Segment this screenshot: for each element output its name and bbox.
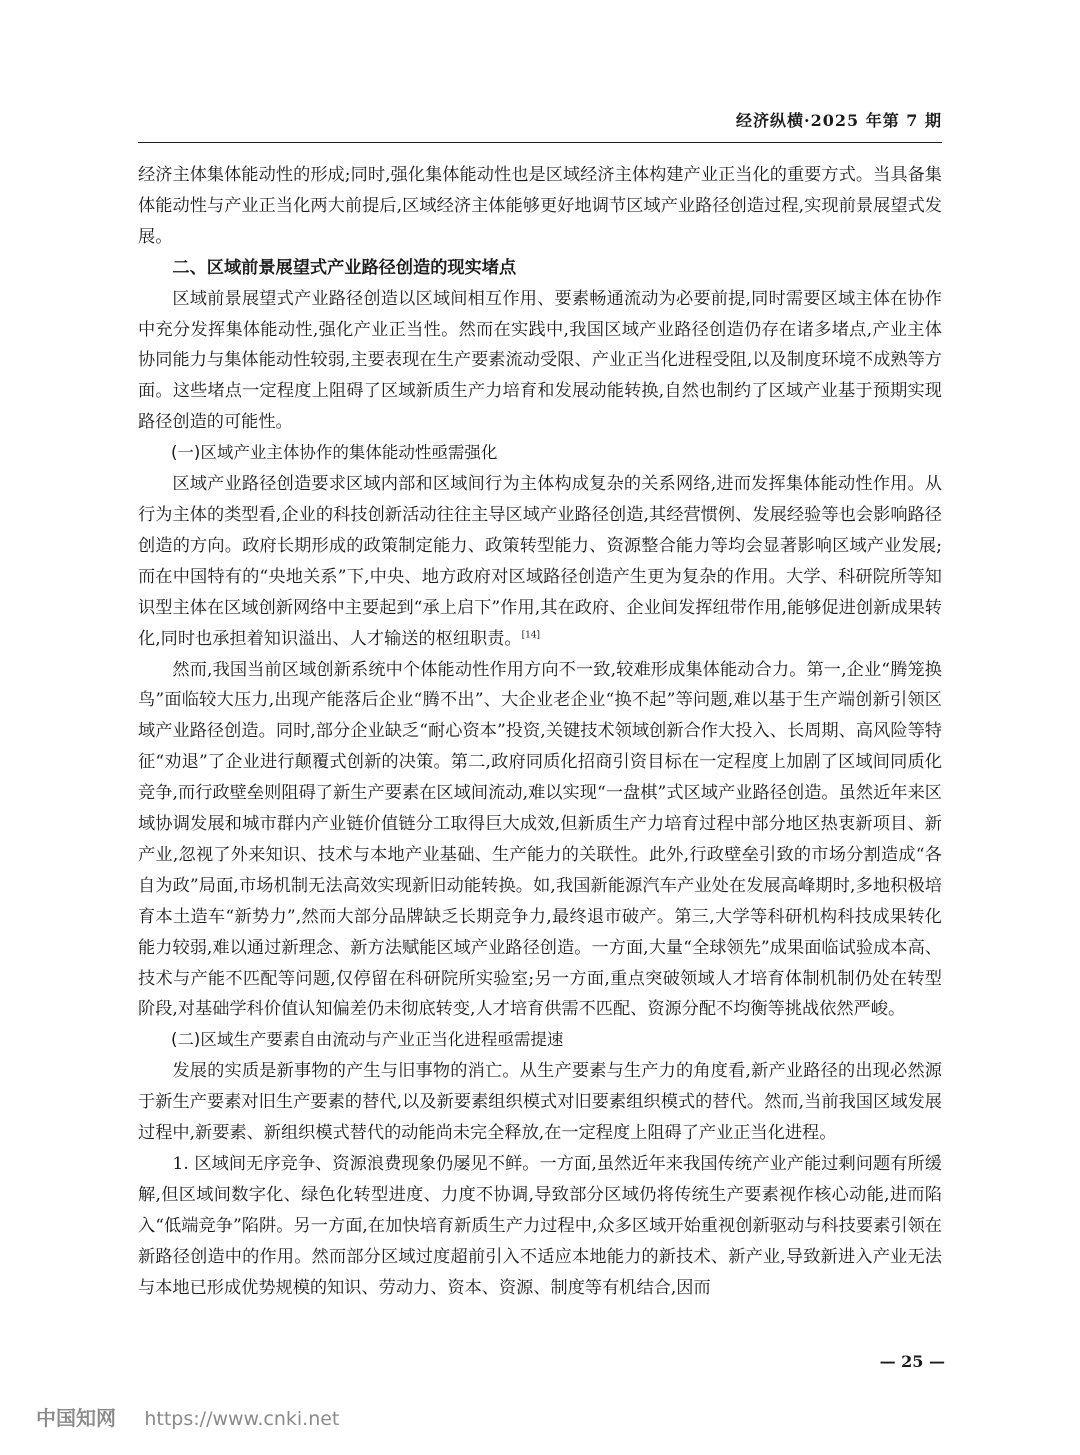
subsection-heading: (二)区域生产要素自由流动与产业正当化进程亟需提速 — [171, 1030, 564, 1050]
paragraph: 然而,我国当前区域创新系统中个体能动性作用方向不一致,较难形成集体能动合力。第一,企业“腾笼换鸟”面临较大压力,出现产能落后企业“腾不出”、大企业老企业“换不起”等问题,难以基于生产端创新引领区域产业路径创造。同时,部分企业缺乏“耐心资本”投资,关键技术领域创新合作大投入、长周期、高风险等特征“劝退”了企业进行颠覆式创新的决策。第二,政府同质化招商引资目标在一定程度上加剧了区域间同质化竞争,而行政壁垒则阻碍了新生产要素在区域间流动,难以实现“一盘棋”式区域产业路径创造。虽然近年来区域协调发展和城市群内产业链价值链分工取得巨大成效,但新质生产力培育过程中部分地区热衷新项目、新产业,忽视了外来知识、技术与本地产业基础、生产能力的关联性。此外,行政壁垒引致的市场分割造成“各自为政”局面,市场机制无法高效实现新旧动能转换。如,我国新能源汽车产业处在发展高峰期时,多地积极培育本土造车“新势力”,然而大部分品牌缺乏长期竞争力,最终退市破产。第三,大学等科研机构科技成果转化能力较弱,难以通过新理念、新方法赋能区域产业路径创造。一方面,大量“全球领先”成果面临试验成本高、技术与产能不匹配等问题,仅停留在科研院所实验室;另一方面,重点突破领域人才培育体制机制仍处在转型阶段,对基础学科价值认知偏差仍未彻底转变,人才培育供需不匹配、资源分配不均衡等挑战依然严峻。 — [138, 659, 942, 1020]
article-body — [138, 160, 942, 1304]
paragraph: 发展的实质是新事物的产生与旧事物的消亡。从生产要素与生产力的角度看,新产业路径的出现必然源于新生产要素对旧生产要素的替代,以及新要素组织模式对旧要素组织模式的替代。然而,当前我国区域发展过程中,新要素、新组织模式替代的动能尚未完全释放,在一定程度上阻碍了产业正当化进程。 — [138, 1061, 942, 1144]
journal-issue-title: 经济纵横·2025 年第 7 期 — [736, 111, 942, 130]
paragraph: 区域产业路径创造要求区域内部和区域间行为主体构成复杂的关系网络,进而发挥集体能动性作用。从行为主体的类型看,企业的科技创新活动往往主导区域产业路径创造,其经营惯例、发展经验等也会影响路径创造的方向。政府长期形成的政策制定能力、政策转型能力、资源整合能力等均会显著影响区域产业发展;而在中国特有的“央地关系”下,中央、地方政府对区域路径创造产生更为复杂的作用。大学、科研院所等知识型主体在区域创新网络中主要起到“承上启下”作用,其在政府、企业间发挥纽带作用,能够促进创新成果转化,同时也承担着知识溢出、人才输送的枢纽职责。[14] — [138, 474, 942, 649]
cnki-url[interactable]: https://www.cnki.net — [144, 1408, 340, 1430]
citation-mark: [14] — [521, 629, 541, 640]
section-heading: 二、区域前景展望式产业路径创造的现实堵点 — [172, 257, 517, 278]
cnki-logo-text: 中国知网 — [36, 1406, 116, 1430]
subsection-heading: (一)区域产业主体协作的集体能动性亟需强化 — [171, 443, 498, 463]
paragraph: 区域前景展望式产业路径创造以区域间相互作用、要素畅通流动为必要前提,同时需要区域主体在协作中充分发挥集体能动性,强化产业正当性。然而在实践中,我国区域产业路径创造仍存在诸多堵点,产业主体协同能力与集体能动性较弱,主要表现在生产要素流动受限、产业正当化进程受阻,以及制度环境不成熟等方面。这些堵点一定程度上阻碍了区域新质生产力培育和发展动能转换,自然也制约了区域产业基于预期实现路径创造的可能性。 — [138, 288, 942, 433]
page-number: — 25 — — [879, 1352, 945, 1371]
paragraph: 经济主体集体能动性的形成;同时,强化集体能动性也是区域经济主体构建产业正当化的重要方式。当具备集体能动性与产业正当化两大前提后,区域经济主体能够更好地调节区域产业路径创造过程,实现前景展望式发展。 — [138, 165, 942, 247]
watermark-footer — [36, 1402, 339, 1431]
paragraph: 1. 区域间无序竞争、资源浪费现象仍屡见不鲜。一方面,虽然近年来我国传统产业产能过剩问题有所缓解,但区域间数字化、绿色化转型进度、力度不协调,导致部分区域仍将传统生产要素视作核心动能,进而陷入“低端竞争”陷阱。另一方面,在加快培育新质生产力过程中,众多区域开始重视创新驱动与科技要素引领在新路径创造中的作用。然而部分区域过度超前引入不适应本地能力的新技术、新产业,导致新进入产业无法与本地已形成优势规模的知识、劳动力、资本、资源、制度等有机结合,因而 — [138, 1154, 942, 1298]
running-header — [138, 108, 942, 143]
